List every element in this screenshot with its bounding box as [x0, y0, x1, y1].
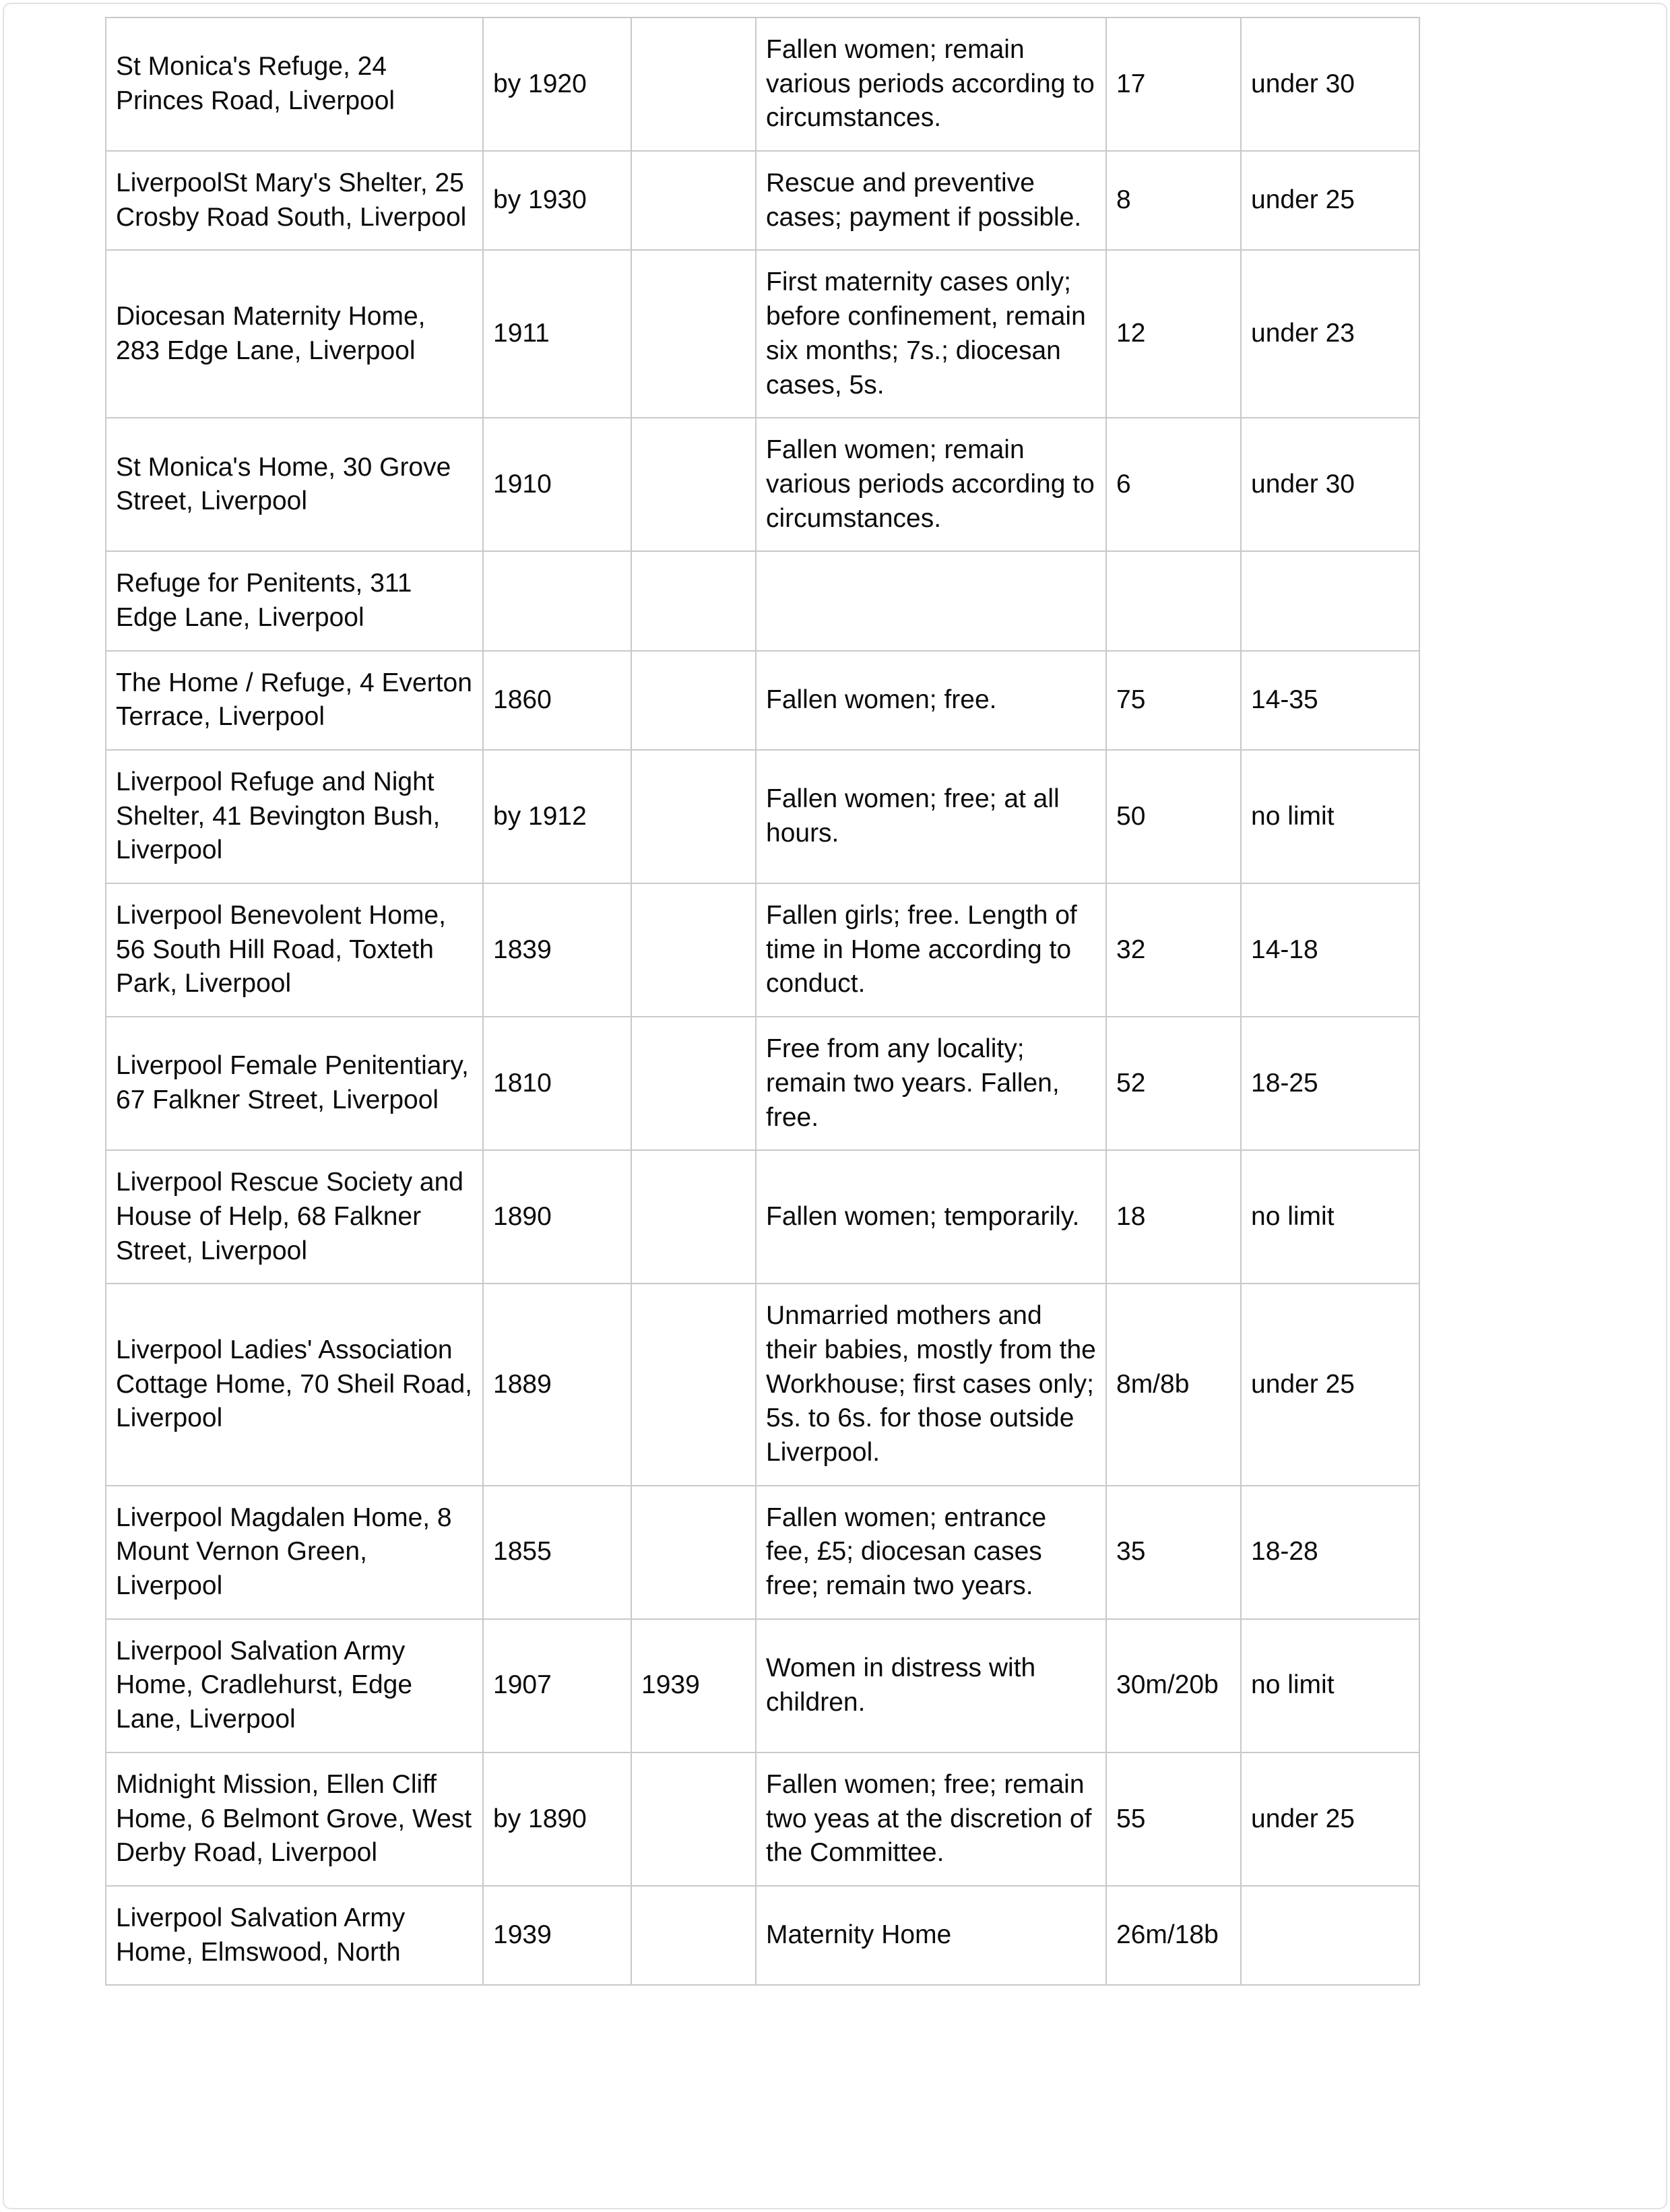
cell-capacity: 75 — [1106, 651, 1241, 750]
table-row — [106, 18, 1419, 151]
cell-opened: 1855 — [483, 1486, 631, 1619]
cell-opened: by 1930 — [483, 151, 631, 250]
cell-description: Fallen women; remain various periods according to circumstances. — [756, 18, 1106, 151]
cell-capacity — [1106, 551, 1241, 650]
cell-closed — [631, 151, 756, 250]
cell-capacity: 30m/20b — [1106, 1619, 1241, 1752]
cell-closed — [631, 18, 756, 151]
cell-capacity: 12 — [1106, 250, 1241, 418]
table-row — [106, 1752, 1419, 1886]
cell-ages: under 25 — [1241, 1752, 1419, 1886]
cell-description — [756, 551, 1106, 650]
cell-description: Unmarried mothers and their babies, mostly from the Workhouse; first cases only; 5s. to 6s. for those outside Liverpool. — [756, 1284, 1106, 1485]
cell-closed — [631, 1150, 756, 1284]
cell-description: Rescue and preventive cases; payment if possible. — [756, 151, 1106, 250]
cell-capacity: 50 — [1106, 750, 1241, 883]
cell-name: LiverpoolSt Mary's Shelter, 25 Crosby Road South, Liverpool — [106, 151, 483, 250]
cell-name: Liverpool Rescue Society and House of Help, 68 Falkner Street, Liverpool — [106, 1150, 483, 1284]
cell-name: St Monica's Home, 30 Grove Street, Liverpool — [106, 418, 483, 551]
cell-description: Fallen women; entrance fee, £5; diocesan cases free; remain two years. — [756, 1486, 1106, 1619]
table-row — [106, 651, 1419, 750]
cell-closed: 1939 — [631, 1619, 756, 1752]
cell-ages: 18-25 — [1241, 1017, 1419, 1150]
cell-ages: no limit — [1241, 750, 1419, 883]
cell-capacity: 52 — [1106, 1017, 1241, 1150]
cell-opened: 1860 — [483, 651, 631, 750]
cell-opened: by 1912 — [483, 750, 631, 883]
homes-table — [105, 17, 1420, 1986]
table-row — [106, 551, 1419, 650]
cell-name: St Monica's Refuge, 24 Princes Road, Liverpool — [106, 18, 483, 151]
cell-opened: 1939 — [483, 1886, 631, 1985]
cell-ages — [1241, 1886, 1419, 1985]
cell-opened: 1910 — [483, 418, 631, 551]
cell-ages: 14-18 — [1241, 883, 1419, 1017]
cell-opened: 1911 — [483, 250, 631, 418]
table-row — [106, 1886, 1419, 1985]
cell-name: Liverpool Magdalen Home, 8 Mount Vernon Green, Liverpool — [106, 1486, 483, 1619]
cell-ages: under 23 — [1241, 250, 1419, 418]
cell-name: Liverpool Female Penitentiary, 67 Falkner Street, Liverpool — [106, 1017, 483, 1150]
table-row — [106, 151, 1419, 250]
cell-name: Liverpool Salvation Army Home, Elmswood, North — [106, 1886, 483, 1985]
cell-ages — [1241, 551, 1419, 650]
cell-name: Midnight Mission, Ellen Cliff Home, 6 Belmont Grove, West Derby Road, Liverpool — [106, 1752, 483, 1886]
cell-opened: by 1920 — [483, 18, 631, 151]
cell-name: Refuge for Penitents, 311 Edge Lane, Liverpool — [106, 551, 483, 650]
table-row — [106, 750, 1419, 883]
cell-capacity: 17 — [1106, 18, 1241, 151]
cell-description: Fallen women; temporarily. — [756, 1150, 1106, 1284]
table-row — [106, 250, 1419, 418]
table-row — [106, 1284, 1419, 1485]
cell-name: The Home / Refuge, 4 Everton Terrace, Liverpool — [106, 651, 483, 750]
cell-opened: 1839 — [483, 883, 631, 1017]
cell-capacity: 6 — [1106, 418, 1241, 551]
cell-name: Liverpool Refuge and Night Shelter, 41 Bevington Bush, Liverpool — [106, 750, 483, 883]
table-row — [106, 418, 1419, 551]
table-row — [106, 1619, 1419, 1752]
cell-closed — [631, 1284, 756, 1485]
cell-description: First maternity cases only; before confinement, remain six months; 7s.; diocesan cases, 5s. — [756, 250, 1106, 418]
cell-ages: no limit — [1241, 1150, 1419, 1284]
cell-ages: under 25 — [1241, 1284, 1419, 1485]
cell-description: Fallen girls; free. Length of time in Home according to conduct. — [756, 883, 1106, 1017]
cell-opened: 1889 — [483, 1284, 631, 1485]
cell-closed — [631, 883, 756, 1017]
cell-ages: no limit — [1241, 1619, 1419, 1752]
cell-capacity: 8 — [1106, 151, 1241, 250]
cell-closed — [631, 1017, 756, 1150]
cell-capacity: 18 — [1106, 1150, 1241, 1284]
homes-table-body — [106, 18, 1419, 1985]
cell-name: Liverpool Benevolent Home, 56 South Hill Road, Toxteth Park, Liverpool — [106, 883, 483, 1017]
cell-capacity: 26m/18b — [1106, 1886, 1241, 1985]
cell-opened: 1890 — [483, 1150, 631, 1284]
cell-ages: under 25 — [1241, 151, 1419, 250]
cell-description: Fallen women; free. — [756, 651, 1106, 750]
cell-description: Maternity Home — [756, 1886, 1106, 1985]
table-row — [106, 1486, 1419, 1619]
cell-opened: 1810 — [483, 1017, 631, 1150]
cell-closed — [631, 551, 756, 650]
cell-capacity: 35 — [1106, 1486, 1241, 1619]
table-row — [106, 1017, 1419, 1150]
cell-closed — [631, 250, 756, 418]
cell-description: Free from any locality; remain two years. Fallen, free. — [756, 1017, 1106, 1150]
cell-closed — [631, 418, 756, 551]
cell-opened — [483, 551, 631, 650]
cell-name: Liverpool Ladies' Association Cottage Home, 70 Sheil Road, Liverpool — [106, 1284, 483, 1485]
cell-ages: under 30 — [1241, 18, 1419, 151]
cell-name: Liverpool Salvation Army Home, Cradlehurst, Edge Lane, Liverpool — [106, 1619, 483, 1752]
cell-opened: by 1890 — [483, 1752, 631, 1886]
cell-description: Fallen women; free; remain two yeas at the discretion of the Committee. — [756, 1752, 1106, 1886]
cell-name: Diocesan Maternity Home, 283 Edge Lane, Liverpool — [106, 250, 483, 418]
table-row — [106, 1150, 1419, 1284]
cell-closed — [631, 651, 756, 750]
cell-closed — [631, 1486, 756, 1619]
cell-ages: 18-28 — [1241, 1486, 1419, 1619]
cell-opened: 1907 — [483, 1619, 631, 1752]
cell-description: Fallen women; remain various periods according to circumstances. — [756, 418, 1106, 551]
cell-closed — [631, 1886, 756, 1985]
cell-closed — [631, 750, 756, 883]
cell-description: Women in distress with children. — [756, 1619, 1106, 1752]
cell-capacity: 55 — [1106, 1752, 1241, 1886]
cell-capacity: 8m/8b — [1106, 1284, 1241, 1485]
cell-ages: under 30 — [1241, 418, 1419, 551]
cell-description: Fallen women; free; at all hours. — [756, 750, 1106, 883]
cell-ages: 14-35 — [1241, 651, 1419, 750]
table-row — [106, 883, 1419, 1017]
cell-capacity: 32 — [1106, 883, 1241, 1017]
cell-closed — [631, 1752, 756, 1886]
